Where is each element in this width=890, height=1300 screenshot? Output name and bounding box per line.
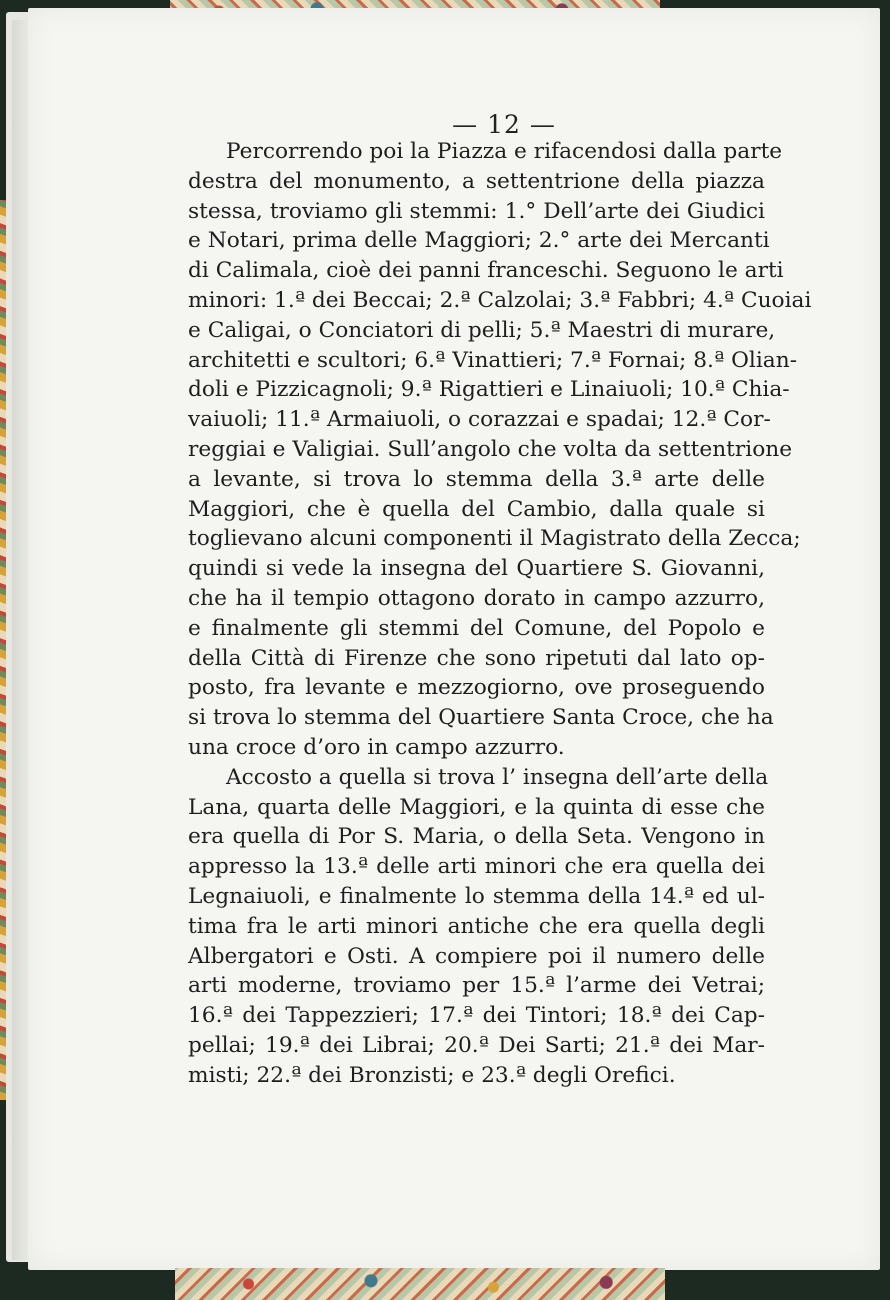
- marbled-endpaper-bottom: [175, 1268, 665, 1300]
- text-line: Lana, quarta delle Maggiori, e la quinta di esse che: [188, 794, 765, 820]
- text-line: arti moderne, troviamo per 15.ª l’arme dei Vetrai;: [188, 973, 765, 999]
- text-line: doli e Pizzicagnoli; 9.ª Rigattieri e Linaiuoli; 10.ª Chia-: [188, 377, 790, 403]
- text-line: destra del monumento, a settentrione della piazza: [188, 168, 765, 194]
- text-line: e finalmente gli stemmi del Comune, del Popolo e: [188, 615, 765, 641]
- text-line: e Notari, prima delle Maggiori; 2.° arte dei Mercanti: [188, 228, 770, 254]
- text-line: reggiai e Valigiai. Sull’angolo che volta da settentrione: [188, 436, 793, 462]
- text-line: pellai; 19.ª dei Librai; 20.ª Dei Sarti; 21.ª dei Mar-: [188, 1032, 765, 1058]
- text-line: quindi si vede la insegna del Quartiere S. Giovanni,: [188, 556, 765, 582]
- text-line: e Caligai, o Conciatori di pelli; 5.ª Maestri di murare,: [188, 317, 776, 343]
- text-line: 16.ª dei Tappezzieri; 17.ª dei Tintori; 18.ª dei Cap-: [188, 1003, 765, 1029]
- text-line: minori: 1.ª dei Beccai; 2.ª Calzolai; 3.ª Fabbri; 4.ª Cuoiai: [188, 287, 812, 313]
- text-line: appresso la 13.ª delle arti minori che era quella dei: [188, 854, 765, 880]
- text-line: di Calimala, cioè dei panni franceschi. Seguono le arti: [188, 258, 784, 284]
- body-text: [188, 137, 812, 1091]
- text-line: architetti e scultori; 6.ª Vinattieri; 7.ª Fornai; 8.ª Olian-: [188, 347, 798, 373]
- text-line: stessa, troviamo gli stemmi: 1.° Dell’arte dei Giudici: [188, 198, 765, 224]
- text-line: Percorrendo poi la Piazza e rifacendosi dalla parte: [226, 139, 783, 164]
- text-line: vaiuoli; 11.ª Armaiuoli, o corazzai e spadai; 12.ª Cor-: [188, 407, 771, 433]
- text-line: Legnaiuoli, e finalmente lo stemma della 14.ª ed ul-: [188, 883, 765, 909]
- text-line: tima fra le arti minori antiche che era quella degli: [188, 913, 765, 939]
- text-line: Albergatori e Osti. A compiere poi il numero delle: [188, 943, 765, 969]
- text-line: posto, fra levante e mezzogiorno, ove proseguendo: [188, 675, 765, 701]
- text-line: era quella di Por S. Maria, o della Seta. Vengono in: [188, 824, 765, 850]
- text-line: della Città di Firenze che sono ripetuti dal lato op-: [188, 645, 765, 671]
- text-line: a levante, si trova lo stemma della 3.ª arte delle: [188, 466, 765, 492]
- text-line: misti; 22.ª dei Bronzisti; e 23.ª degli Orefici.: [188, 1062, 676, 1088]
- text-line: Maggiori, che è quella del Cambio, dalla quale si: [188, 496, 765, 522]
- text-line: una croce d’oro in campo azzurro.: [188, 734, 565, 760]
- text-line: Accosto a quella si trova l’ insegna dell’arte della: [226, 764, 769, 790]
- text-line: si trova lo stemma del Quartiere Santa Croce, che ha: [188, 705, 774, 731]
- page-number: — 12 —: [452, 110, 556, 139]
- text-line: toglievano alcuni componenti il Magistrato della Zecca;: [188, 526, 801, 552]
- text-line: che ha il tempio ottagono dorato in campo azzurro,: [188, 585, 765, 611]
